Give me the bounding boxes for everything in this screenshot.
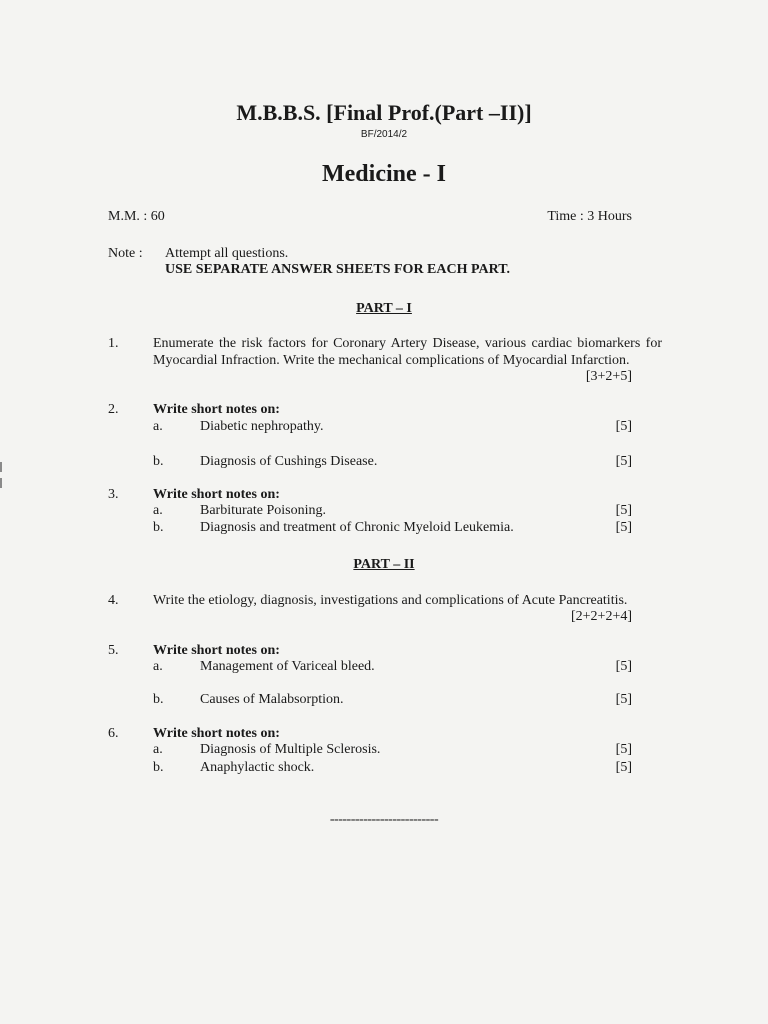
question-number: 1.	[108, 336, 119, 351]
question-number: 6.	[108, 726, 119, 741]
question-marks: [2+2+2+4]	[570, 609, 632, 624]
sub-question-text: Diagnosis and treatment of Chronic Myeloid Leukemia.	[200, 520, 514, 535]
question-number: 5.	[108, 643, 119, 658]
sub-question-marks: [5]	[615, 742, 632, 757]
part-2-heading: PART – II	[353, 557, 415, 572]
question-number: 2.	[108, 402, 119, 417]
sub-question-text: Management of Variceal bleed.	[200, 659, 375, 674]
exam-title: M.B.B.S. [Final Prof.(Part –II)]	[236, 100, 532, 125]
question-heading: Write short notes on:	[153, 402, 280, 417]
sub-question-marks: [5]	[615, 520, 632, 535]
sub-question-text: Diabetic nephropathy.	[200, 419, 324, 434]
sub-question-letter: a.	[153, 742, 163, 757]
sub-question-letter: a.	[153, 419, 163, 434]
sub-question-marks: [5]	[615, 760, 632, 775]
sub-question-letter: b.	[153, 760, 164, 775]
question-number: 4.	[108, 593, 119, 608]
sub-question-text: Diagnosis of Cushings Disease.	[200, 454, 378, 469]
note-label: Note :	[108, 246, 143, 261]
question-heading: Write short notes on:	[153, 726, 280, 741]
question-heading: Write short notes on:	[153, 643, 280, 658]
paper-code: BF/2014/2	[360, 129, 408, 140]
sub-question-marks: [5]	[615, 692, 632, 707]
end-of-paper-line: --------------------------	[329, 812, 439, 827]
max-marks: M.M. : 60	[108, 209, 165, 224]
sub-question-letter: b.	[153, 454, 164, 469]
question-number: 3.	[108, 487, 119, 502]
sub-question-marks: [5]	[615, 419, 632, 434]
sub-question-letter: b.	[153, 520, 164, 535]
sub-question-marks: [5]	[615, 454, 632, 469]
scan-margin-mark	[0, 478, 2, 488]
sub-question-marks: [5]	[615, 503, 632, 518]
sub-question-letter: a.	[153, 503, 163, 518]
scan-margin-mark	[0, 462, 2, 472]
sub-question-letter: a.	[153, 659, 163, 674]
question-heading: Write short notes on:	[153, 487, 280, 502]
sub-question-text: Causes of Malabsorption.	[200, 692, 344, 707]
part-1-heading: PART – I	[356, 301, 412, 316]
sub-question-text: Barbiturate Poisoning.	[200, 503, 326, 518]
question-text: Write the etiology, diagnosis, investigations and complications of Acute Pancreatitis.	[153, 593, 628, 608]
sub-question-text: Anaphylactic shock.	[200, 760, 315, 775]
sub-question-letter: b.	[153, 692, 164, 707]
subject-title: Medicine - I	[322, 161, 446, 187]
question-marks: [3+2+5]	[585, 369, 632, 384]
note-instruction: USE SEPARATE ANSWER SHEETS FOR EACH PART.	[165, 262, 511, 277]
time-allowed: Time : 3 Hours	[547, 209, 632, 224]
question-text: Enumerate the risk factors for Coronary Artery Disease, various cardiac biomarkers for Myocardial Infraction. Write the mechanical complications of Myocardial Infarction.	[153, 336, 662, 368]
note-text: Attempt all questions.	[165, 246, 289, 261]
sub-question-marks: [5]	[615, 659, 632, 674]
sub-question-text: Diagnosis of Multiple Sclerosis.	[200, 742, 381, 757]
